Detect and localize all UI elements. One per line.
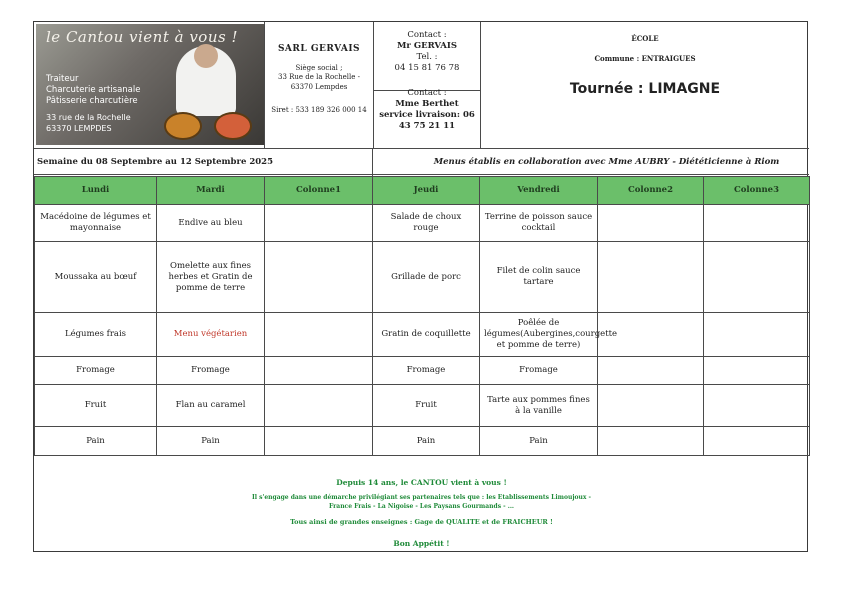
table-cell: Moussaka au bœuf [35,242,157,313]
table-row [35,205,810,242]
table-cell: Fromage [157,357,265,385]
contact-name: Mme Berthet [395,99,459,109]
footer-message [34,459,809,553]
table-cell: Légumes frais [35,313,157,357]
table-cell: Pain [480,427,598,456]
divider [34,174,809,175]
contact-service: service livraison: 06 [379,110,475,120]
table-cell [704,205,810,242]
table-cell: Macédoine de légumes et mayonnaise [35,205,157,242]
table-cell: Pain [373,427,480,456]
vegetarian-menu-cell: Menu végétarien [157,313,265,357]
logo-service: Traiteur [46,74,79,84]
contact-tel: 04 15 81 76 78 [394,63,460,73]
footer-line: France Frais - La Nigoise - Les Paysans Gourmands - ... [328,503,515,510]
logo-title: le Cantou vient à vous ! [46,28,238,46]
table-row [35,385,810,427]
company-siret: Siret : 533 189 326 000 14 [271,106,367,114]
logo-services [46,74,140,107]
collaboration-note: Menus établis en collaboration avec Mme AUBRY - Diététicienne à Riom [433,157,780,167]
table-cell: Grillade de porc [373,242,480,313]
table-cell: Fromage [373,357,480,385]
footer-line: Depuis 14 ans, le CANTOU vient à vous ! [336,478,507,487]
table-cell: Fruit [373,385,480,427]
table-header-row [35,177,810,205]
table-cell: Flan au caramel [157,385,265,427]
company-address-line: 33 Rue de la Rochelle - [277,73,361,81]
table-cell: Endive au bleu [157,205,265,242]
company-seat-label: Siège social ; [295,63,343,72]
contact-label: Contact : [407,30,447,40]
table-cell: Poêlée de légumes(Aubergines,courgette et pomme de terre) [480,313,598,357]
table-cell [265,242,373,313]
table-cell: Filet de colin sauce tartare [480,242,598,313]
column-header: Lundi [35,177,157,205]
table-row [35,427,810,456]
contact-tel: 43 75 21 11 [398,121,456,131]
logo-address [46,112,131,134]
table-cell [598,357,704,385]
table-row [35,357,810,385]
table-cell [704,427,810,456]
footer-line: Il s'engage dans une démarche privilégiant ses partenaires tels que : les Etablissements Limoujoux - [251,494,592,501]
table-cell: Omelette aux fines herbes et Gratin de pomme de terre [157,242,265,313]
table-cell: Gratin de coquillette [373,313,480,357]
table-cell [704,313,810,357]
logo-service: Pâtisserie charcutière [46,96,138,106]
menu-table [34,176,810,456]
table-row [35,242,810,313]
table-cell [265,427,373,456]
column-header: Colonne3 [704,177,810,205]
contact-tel-label: Tel. : [416,52,438,62]
logo-address-line: 33 rue de la Rochelle [46,113,131,122]
dish-image [214,112,252,140]
table-cell: Terrine de poisson sauce cocktail [480,205,598,242]
school-commune: Commune : ENTRAIGUES [594,54,696,63]
table-cell [704,242,810,313]
week-range: Semaine du 08 Septembre au 12 Septembre 2025 [37,157,273,167]
table-cell: Pain [157,427,265,456]
table-cell [265,357,373,385]
table-cell [704,357,810,385]
column-header: Colonne2 [598,177,704,205]
contact-name: Mr GERVAIS [397,41,457,51]
logo-address-line: 63370 LEMPDES [46,124,112,133]
column-header: Mardi [157,177,265,205]
table-cell [265,313,373,357]
school-block [481,22,809,148]
school-label: ÉCOLE [631,34,659,43]
table-cell: Fruit [35,385,157,427]
footer-signoff: Bon Appétit ! [393,539,450,548]
company-address-line: 63370 Lempdes [290,82,348,91]
chef-head [194,44,218,68]
table-cell: Salade de choux rouge [373,205,480,242]
table-cell [598,427,704,456]
logo-block [34,22,264,148]
footer-line: Tous ainsi de grandes enseignes : Gage de QUALITE et de FRAICHEUR ! [290,518,553,526]
divider [34,148,809,149]
logo-service: Charcuterie artisanale [46,85,141,95]
company-block [265,22,373,148]
column-header: Vendredi [480,177,598,205]
logo-photo [36,24,264,145]
contact-label: Contact : [407,88,447,98]
table-row [35,313,810,357]
divider [372,148,373,176]
table-cell: Fromage [480,357,598,385]
column-header: Jeudi [373,177,480,205]
table-cell [598,205,704,242]
table-cell [704,385,810,427]
column-header: Colonne1 [265,177,373,205]
contact-block [374,22,480,148]
table-cell [598,242,704,313]
table-cell [598,385,704,427]
table-cell: Fromage [35,357,157,385]
tour-title: Tournée : LIMAGNE [569,81,721,97]
dish-image [164,112,202,140]
company-name: SARL GERVAIS [277,44,361,54]
table-cell [265,385,373,427]
table-cell [265,205,373,242]
menu-sheet [33,21,808,552]
table-cell: Tarte aux pommes fines à la vanille [480,385,598,427]
table-cell: Pain [35,427,157,456]
